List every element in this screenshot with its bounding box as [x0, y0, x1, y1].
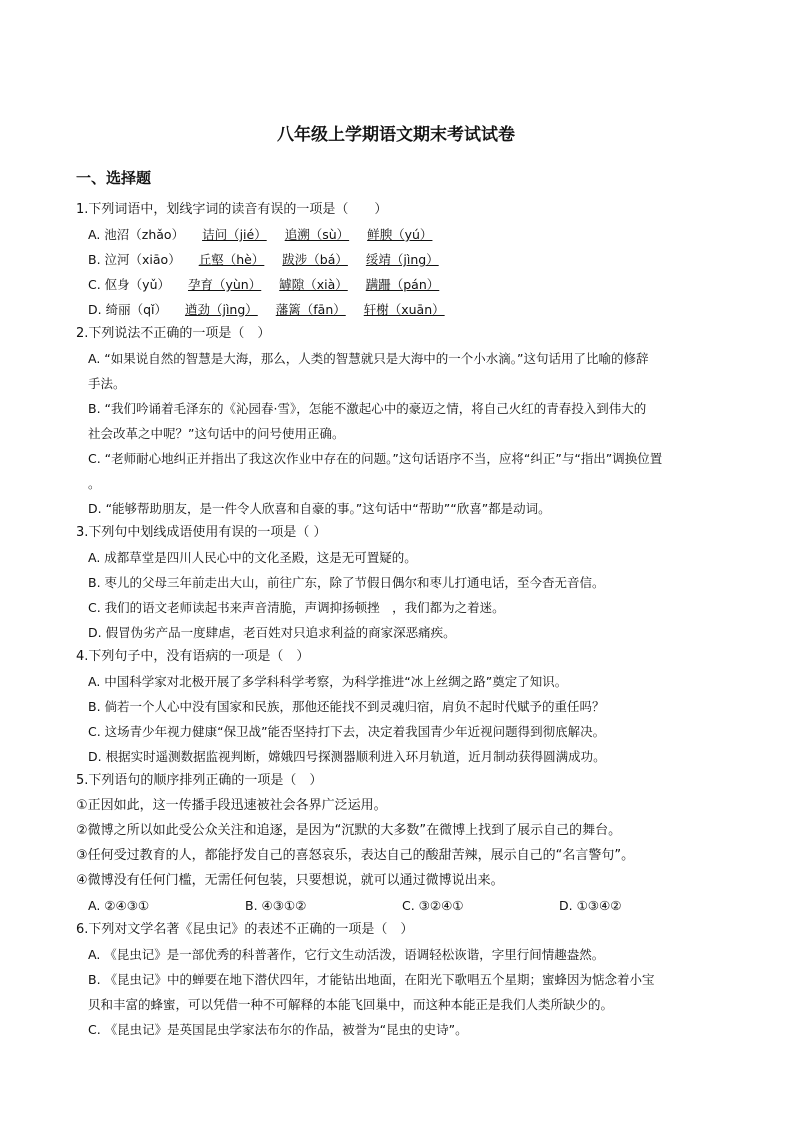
option-d: D. 根据实时遥测数据监视判断，嫦娥四号探测器顺利进入环月轨道，近月制动获得圆满成功。: [88, 749, 606, 764]
option-b: B. 《昆虫记》中的蝉要在地下潜伏四年，才能钻出地面，在阳光下歌唱五个星期；蜜蜂因为惦念着小宝: [88, 972, 655, 987]
option-a: A. 《昆虫记》是一部优秀的科普著作，它行文生动活泼，语调轻松诙谐，字里行间情趣盎然。: [88, 947, 605, 962]
option-b: B. 泣河（xiāo） 丘壑（hè） 跋涉（bá） 绥靖（jìng）: [88, 252, 439, 267]
option-d: D. “能够帮助朋友，是一件令人欣喜和自豪的事。”这句话中“帮助”“欣喜”都是动词。: [88, 501, 551, 516]
option-d: D. 假冒伪劣产品一度肆虐，老百姓对只追求利益的商家深恶痛疾。: [88, 625, 456, 640]
option-a: A. “如果说自然的智慧是大海，那么，人类的智慧就只是大海中的一个小水滴。”这句话用了比喻的修辞: [88, 351, 649, 366]
option-c: C. 这场青少年视力健康“保卫战”能否坚持打下去，决定着我国青少年近视问题得到彻底解决。: [88, 724, 606, 739]
option-c: C. 伛身（yǔ） 孕育（yùn） 罅隙（xià） 蹒跚（pán）: [88, 277, 440, 292]
option-a: A. 成都草堂是四川人民心中的文化圣殿，这是无可置疑的。: [88, 550, 417, 565]
sentence-2: ②微博之所以如此受公众关注和追逐，是因为“沉默的大多数”在微博上找到了展示自己的舞台。: [76, 823, 622, 838]
page-title: 八年级上学期语文期末考试试卷: [277, 125, 515, 145]
option-c: C. 我们的语文老师读起书来声音清脆，声调抑扬顿挫 ，我们都为之着迷。: [88, 600, 505, 615]
option-b-cont: 社会改革之中呢？”这句话中的问号使用正确。: [88, 426, 345, 441]
question-5: [76, 769, 716, 918]
sentence-3: ③任何受过教育的人，都能抒发自己的喜怒哀乐，表达自己的酸甜苦辣，展示自己的“名言警句”。: [76, 848, 635, 863]
option-c: C. 《昆虫记》是英国昆虫学家法布尔的作品，被誉为“昆虫的史诗”。: [88, 1022, 468, 1037]
question-stem: 5.下列语句的顺序排列正确的一项是（ ）: [76, 773, 323, 788]
option-a: A. ②④③①: [88, 898, 150, 913]
option-c: C. “老师耐心地纠正并指出了我这次作业中存在的问题。”这句话语序不当，应将“纠正”与“指出”调换位置: [88, 451, 663, 466]
question-2: [76, 322, 716, 521]
question-6: [76, 918, 716, 1042]
option-b: B. 枣儿的父母三年前走出大山，前往广东，除了节假日偶尔和枣儿打通电话，至今杳无音信。: [88, 575, 605, 590]
option-a: A. 池沼（zhǎo） 诘问（jié） 追溯（sù） 鲜腴（yú）: [88, 227, 433, 242]
option-b-cont: 贝和丰富的蜂蜜，可以凭借一种不可解释的本能飞回巢中，而这种本能正是我们人类所缺少的。: [88, 997, 614, 1012]
question-stem: 1.下列词语中，划线字词的读音有误的一项是（ ）: [76, 202, 388, 217]
question-stem: 3.下列句中划线成语使用有误的一项是（ ）: [76, 525, 327, 540]
sentence-4: ④微博没有任何门槛，无需任何包装，只要想说，就可以通过微博说出来。: [76, 873, 504, 888]
option-a: A. 中国科学家对北极开展了多学科科学考察，为科学推进“冰上丝绸之路”奠定了知识。: [88, 674, 568, 689]
option-d: D. 绮丽（qǐ） 遒劲（jìng） 藩篱（fān） 轩榭（xuān）: [88, 302, 445, 317]
question-stem: 2.下列说法不正确的一项是（ ）: [76, 326, 271, 341]
option-c: C. ③②④①: [402, 898, 464, 913]
option-b: B. 倘若一个人心中没有国家和民族，那他还能找不到灵魂归宿，肩负不起时代赋予的重任吗？: [88, 699, 605, 714]
question-4: [76, 645, 716, 769]
option-d: D. ①③④②: [559, 898, 622, 913]
option-b: B. “我们吟诵着毛泽东的《沁园春·雪》，怎能不激起心中的豪迈之情，将自己火红的青春投入到伟大的: [88, 401, 647, 416]
question-3: [76, 521, 716, 645]
question-stem: 6.下列对文学名著《昆虫记》的表述不正确的一项是（ ）: [76, 922, 414, 937]
section-heading: 一、选择题: [76, 169, 152, 187]
option-a-cont: 手法。: [88, 376, 126, 391]
question-stem: 4.下列句子中，没有语病的一项是（ ）: [76, 649, 310, 664]
option-c-cont: 。: [88, 476, 101, 491]
option-b: B. ④③①②: [245, 898, 307, 913]
options-row: [76, 893, 716, 918]
sentence-1: ①正因如此，这一传播手段迅速被社会各界广泛运用。: [76, 798, 387, 813]
question-1: [76, 198, 716, 322]
